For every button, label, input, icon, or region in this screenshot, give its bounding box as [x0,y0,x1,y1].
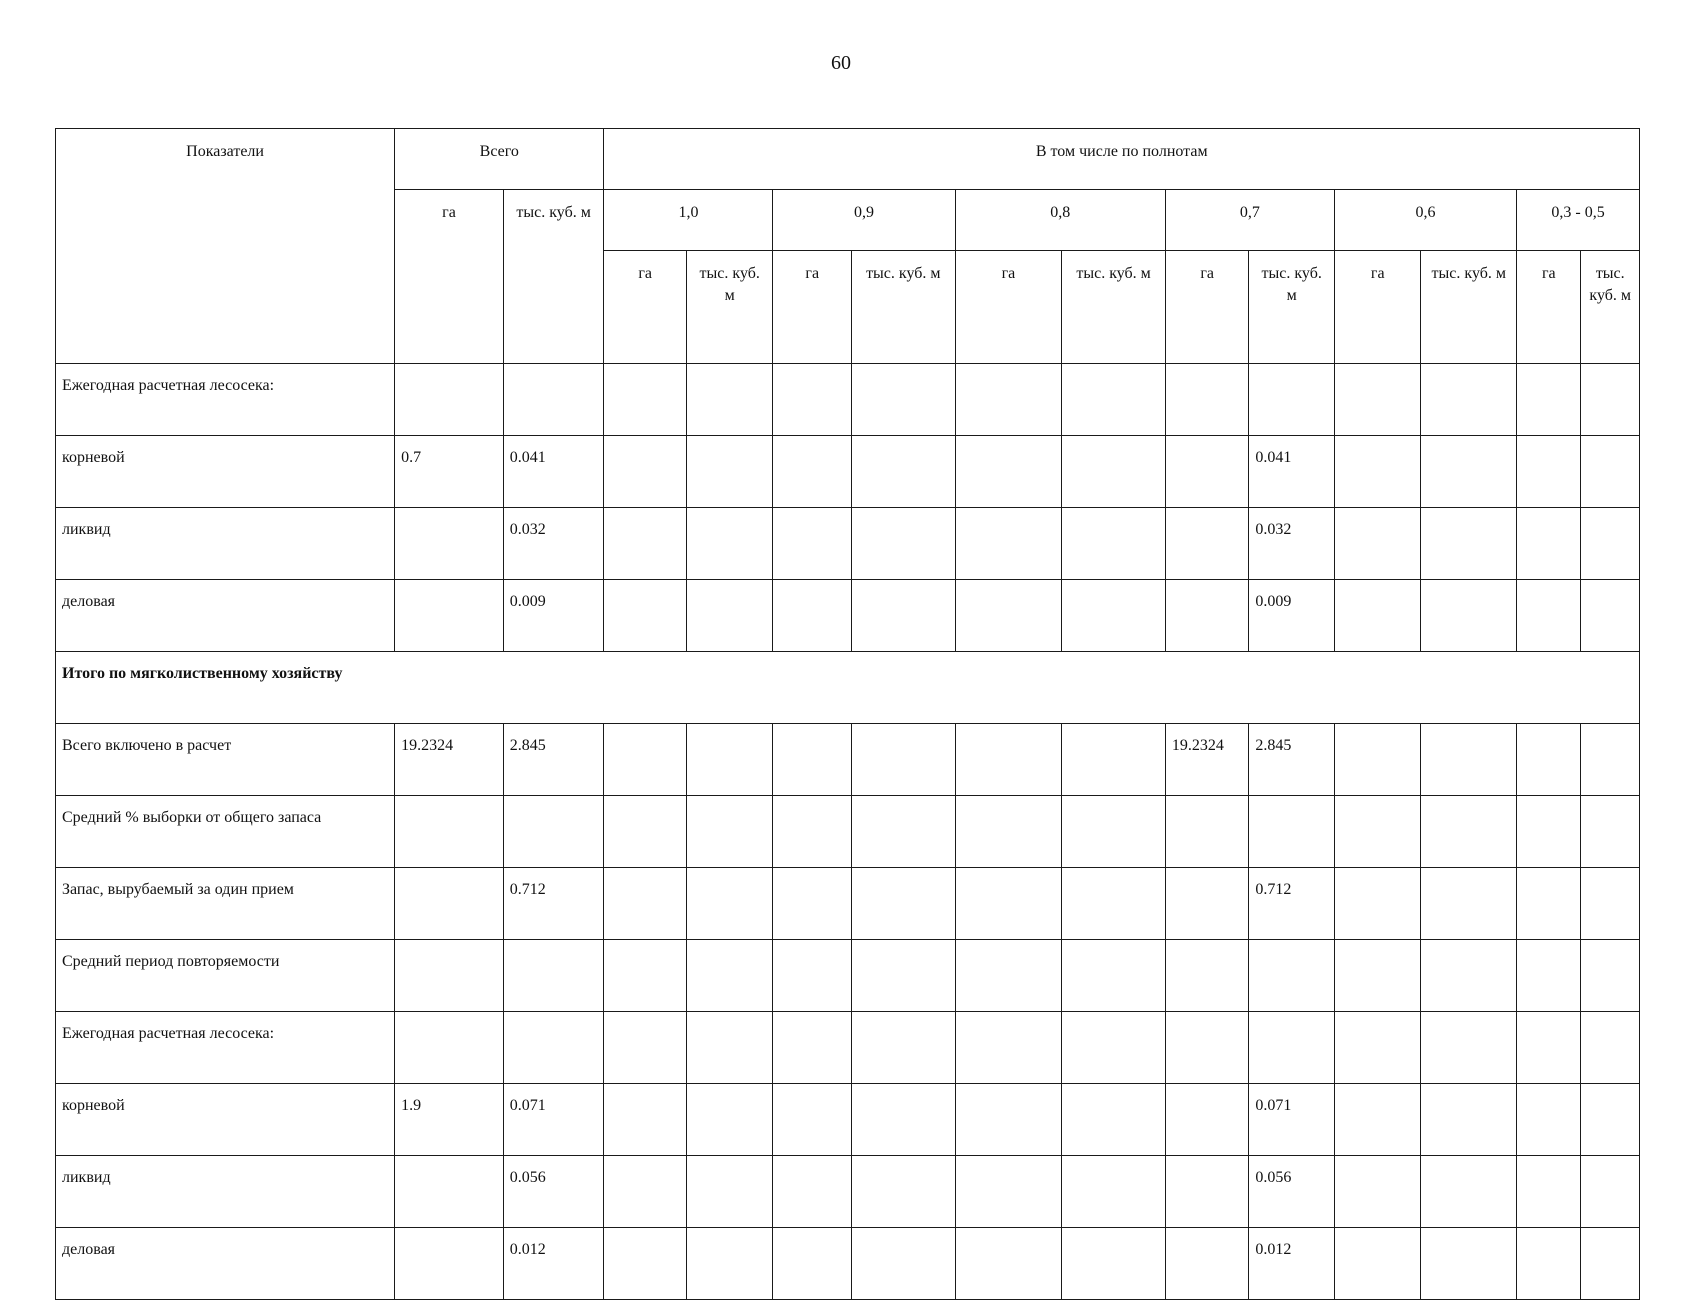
table-cell: 0.009 [1249,580,1335,652]
table-header [56,129,1640,364]
table-cell [1517,436,1581,508]
table-cell [1421,724,1517,796]
table-cell [851,1084,955,1156]
unit-volume-header: тыс. куб. м [1421,251,1517,364]
table-cell [851,796,955,868]
table-cell [955,1156,1062,1228]
table-cell [1165,580,1249,652]
table-cell [604,796,687,868]
table-cell [1165,940,1249,1012]
table-cell [1334,1156,1421,1228]
table-cell [1334,796,1421,868]
table-row [56,940,1640,1012]
row-label: Ежегодная расчетная лесосека: [56,1012,395,1084]
table-cell [1421,940,1517,1012]
by-density-header: В том числе по полнотам [604,129,1640,190]
table-cell [604,1084,687,1156]
table-cell [851,1012,955,1084]
table-row [56,436,1640,508]
table-cell [1249,940,1335,1012]
table-cell [1165,436,1249,508]
table-cell [395,868,504,940]
unit-volume-header: тыс. куб. м [686,251,773,364]
table-cell [1062,1156,1166,1228]
row-label: корневой [56,1084,395,1156]
table-cell [1334,364,1421,436]
table-cell [1334,1012,1421,1084]
table-cell [955,796,1062,868]
unit-ha-header: га [955,251,1062,364]
table-cell [1581,580,1640,652]
row-label: Средний % выборки от общего запаса [56,796,395,868]
table-cell [773,868,851,940]
table-cell: 0.009 [503,580,604,652]
table-cell [1421,1156,1517,1228]
table-row [56,1084,1640,1156]
unit-ha-header: га [1334,251,1421,364]
unit-ha-header: га [773,251,851,364]
table-cell [1421,436,1517,508]
table-cell [1581,796,1640,868]
table-cell [1517,1156,1581,1228]
row-label: деловая [56,580,395,652]
table-cell [1062,1012,1166,1084]
total-volume-header: тыс. куб. м [503,190,604,364]
density-group-header: 0,9 [773,190,955,251]
table-cell [686,1156,773,1228]
table-cell [1334,436,1421,508]
table-cell [1165,364,1249,436]
table-cell: 0.041 [503,436,604,508]
table-cell [851,580,955,652]
unit-ha-header: га [1165,251,1249,364]
table-cell [955,508,1062,580]
table-cell [1581,436,1640,508]
table-cell [686,1012,773,1084]
table-cell [955,1012,1062,1084]
table-cell [1334,580,1421,652]
table-cell [1581,724,1640,796]
table-cell [604,1012,687,1084]
total-ha-header: га [395,190,504,364]
table-cell [1517,508,1581,580]
table-cell: 0.056 [503,1156,604,1228]
total-header: Всего [395,129,604,190]
table-cell [773,1084,851,1156]
table-cell [604,580,687,652]
table-cell [604,868,687,940]
table-cell [1062,940,1166,1012]
row-label: Всего включено в расчет [56,724,395,796]
table-cell: 0.041 [1249,436,1335,508]
table-cell [851,436,955,508]
table-cell [851,724,955,796]
table-cell [1517,580,1581,652]
table-cell [1517,364,1581,436]
table-cell [1581,940,1640,1012]
table-cell [1517,796,1581,868]
table-cell [686,580,773,652]
row-label: Ежегодная расчетная лесосека: [56,364,395,436]
table-cell [773,1012,851,1084]
density-group-header: 0,3 - 0,5 [1517,190,1640,251]
table-cell [1421,1012,1517,1084]
table-cell [1334,724,1421,796]
table-cell [686,940,773,1012]
table-cell [1421,508,1517,580]
row-label: ликвид [56,508,395,580]
indicators-header: Показатели [56,129,395,364]
table-cell [395,796,504,868]
table-cell: 0.032 [503,508,604,580]
table-cell [1334,1084,1421,1156]
table-cell: 1.9 [395,1084,504,1156]
table-row [56,796,1640,868]
table-cell [1062,1084,1166,1156]
table-cell [1581,868,1640,940]
row-label: Средний период повторяемости [56,940,395,1012]
table-cell [1249,1012,1335,1084]
table-cell [395,1012,504,1084]
table-cell: 0.012 [1249,1228,1335,1300]
table-cell [686,436,773,508]
table-cell [1421,364,1517,436]
table-row [56,364,1640,436]
table-cell: 0.712 [503,868,604,940]
table-cell [1334,508,1421,580]
table-cell [395,940,504,1012]
table-cell [503,1012,604,1084]
table-row [56,1012,1640,1084]
table-cell [773,940,851,1012]
table-cell [686,796,773,868]
table-row [56,868,1640,940]
table-row [56,580,1640,652]
table-cell [1165,1228,1249,1300]
table-cell [1581,364,1640,436]
unit-volume-header: тыс. куб. м [851,251,955,364]
table-cell [1062,868,1166,940]
page-number: 60 [831,52,851,74]
table-cell [955,940,1062,1012]
table-cell [604,364,687,436]
table-cell [955,868,1062,940]
table-row [56,508,1640,580]
table-body [56,364,1640,1300]
table-cell [503,364,604,436]
table-cell [1165,796,1249,868]
table-cell [1581,1228,1640,1300]
cutting-area-table [55,128,1640,1300]
table-cell [1165,508,1249,580]
table-cell [1421,580,1517,652]
table-cell [1581,1084,1640,1156]
table-cell [1334,1228,1421,1300]
table-cell [1581,508,1640,580]
table-cell [955,724,1062,796]
table-cell: 2.845 [503,724,604,796]
table-cell [1249,796,1335,868]
table-cell [503,940,604,1012]
table-cell [773,436,851,508]
table-cell [395,1228,504,1300]
table-cell [1165,1156,1249,1228]
table-cell: 19.2324 [395,724,504,796]
table-cell: 19.2324 [1165,724,1249,796]
table-cell [1165,1012,1249,1084]
table-cell [604,724,687,796]
unit-volume-header: тыс. куб. м [1062,251,1166,364]
table-cell [686,364,773,436]
table-cell [1581,1156,1640,1228]
table-cell [851,1156,955,1228]
table-cell [955,364,1062,436]
table-cell: 0.012 [503,1228,604,1300]
table-cell [604,1156,687,1228]
table-cell [851,364,955,436]
table-cell [395,1156,504,1228]
table-cell [1062,580,1166,652]
density-group-header: 0,7 [1165,190,1334,251]
table-cell [503,796,604,868]
table-cell [773,580,851,652]
table-cell [1062,436,1166,508]
row-label: ликвид [56,1156,395,1228]
table-cell [395,508,504,580]
table-cell [604,940,687,1012]
table-cell: 0.712 [1249,868,1335,940]
table-cell [604,1228,687,1300]
table-row [56,1228,1640,1300]
table-cell [955,1084,1062,1156]
table-cell [1062,1228,1166,1300]
table-cell [1421,868,1517,940]
table-row [56,1156,1640,1228]
table-cell [1165,1084,1249,1156]
density-group-header: 0,6 [1334,190,1516,251]
table-cell [1249,364,1335,436]
table-cell [686,508,773,580]
table-cell [773,724,851,796]
density-group-header: 1,0 [604,190,773,251]
table-cell [604,508,687,580]
table-cell [955,436,1062,508]
table-cell: 0.071 [503,1084,604,1156]
table-cell [773,1156,851,1228]
table-cell: 0.7 [395,436,504,508]
table-cell [1062,796,1166,868]
table-cell [1062,508,1166,580]
table-cell [1517,868,1581,940]
table-cell [1421,1084,1517,1156]
table-cell [686,1084,773,1156]
table-cell [1062,364,1166,436]
row-label: Запас, вырубаемый за один прием [56,868,395,940]
table-cell [1517,1228,1581,1300]
table-row [56,724,1640,796]
table-cell [686,868,773,940]
table-cell [1334,868,1421,940]
row-label: корневой [56,436,395,508]
table-cell [1517,1012,1581,1084]
section-title: Итого по мягколиственному хозяйству [56,652,1640,724]
table-cell [604,436,687,508]
section-row [56,652,1640,724]
unit-ha-header: га [1517,251,1581,364]
table-cell [395,364,504,436]
table-cell [955,580,1062,652]
table-cell [1062,724,1166,796]
table-cell: 2.845 [1249,724,1335,796]
table-cell: 0.071 [1249,1084,1335,1156]
table-cell [851,868,955,940]
table-cell [686,1228,773,1300]
table-cell [773,796,851,868]
table-cell [851,940,955,1012]
table-cell [1421,796,1517,868]
table-cell [1517,1084,1581,1156]
unit-volume-header: тыс. куб. м [1581,251,1640,364]
table-cell [955,1228,1062,1300]
table-cell: 0.056 [1249,1156,1335,1228]
table-cell [773,364,851,436]
table-cell: 0.032 [1249,508,1335,580]
table-cell [773,508,851,580]
table-cell [851,1228,955,1300]
table-cell [1517,940,1581,1012]
table-cell [1165,868,1249,940]
density-group-header: 0,8 [955,190,1165,251]
table-cell [1421,1228,1517,1300]
table-cell [395,580,504,652]
table-cell [1517,724,1581,796]
unit-volume-header: тыс. куб. м [1249,251,1335,364]
table-cell [1581,1012,1640,1084]
table-cell [686,724,773,796]
row-label: деловая [56,1228,395,1300]
table-cell [851,508,955,580]
unit-ha-header: га [604,251,687,364]
table-cell [773,1228,851,1300]
table-cell [1334,940,1421,1012]
